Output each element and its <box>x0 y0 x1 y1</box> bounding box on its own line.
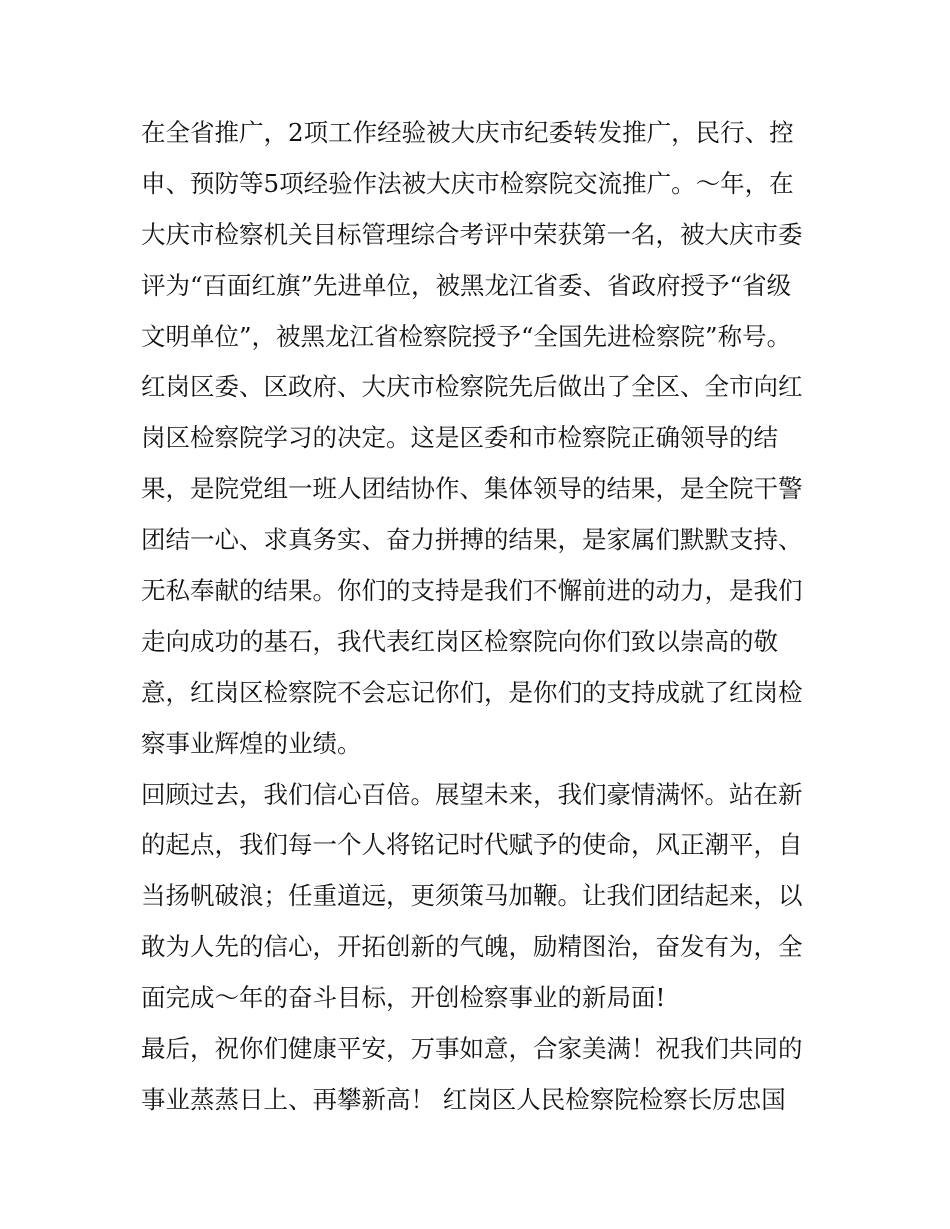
text-line: 岗区检察院学习的决定。这是区委和市检察院正确领导的结 <box>141 423 778 453</box>
text-line: 评为“百面红旗”先进单位，被黑龙江省委、省政府授予“省级 <box>141 270 792 300</box>
document-body <box>141 108 821 1126</box>
text-line: 大庆市检察机关目标管理综合考评中荣获第一名，被大庆市委 <box>141 219 803 249</box>
text-line: 走向成功的基石，我代表红岗区检察院向你们致以崇高的敬 <box>141 626 778 656</box>
text-line: 文明单位”，被黑龙江省检察院授予“全国先进检察院”称号。 <box>141 321 792 351</box>
text-line: 在全省推广，2项工作经验被大庆市纪委转发推广，民行、控 <box>141 118 794 147</box>
text-line: 面完成～年的奋斗目标，开创检察事业的新局面! <box>141 983 666 1013</box>
text-line: 果，是院党组一班人团结协作、集体领导的结果，是全院干警 <box>141 474 803 504</box>
text-line: 敢为人先的信心，开拓创新的气魄，励精图治，奋发有为，全 <box>141 932 803 962</box>
text-line: 当扬帆破浪；任重道远，更须策马加鞭。让我们团结起来，以 <box>141 881 803 911</box>
text-line: 意，红岗区检察院不会忘记你们，是你们的支持成就了红岗检 <box>141 677 803 707</box>
text-line: 的起点，我们每一个人将铭记时代赋予的使命，风正潮平，自 <box>141 830 803 860</box>
text-line: 无私奉献的结果。你们的支持是我们不懈前进的动力，是我们 <box>141 576 803 606</box>
text-line: 申、预防等5项经验作法被大庆市检察院交流推广。～年，在 <box>141 168 794 198</box>
text-line: 察事业辉煌的业绩。 <box>141 728 362 758</box>
text-line: 红岗区委、区政府、大庆市检察院先后做出了全区、全市向红 <box>141 372 803 402</box>
text-line: 回顾过去，我们信心百倍。展望未来，我们豪情满怀。站在新 <box>141 779 803 809</box>
text-line: 最后，祝你们健康平安，万事如意，合家美满！祝我们共同的 <box>141 1034 803 1064</box>
text-line: 事业蒸蒸日上、再攀新高！ 红岗区人民检察院检察长厉忠国 <box>141 1084 786 1114</box>
text-line: 团结一心、求真务实、奋力拼搏的结果，是家属们默默支持、 <box>141 525 803 555</box>
